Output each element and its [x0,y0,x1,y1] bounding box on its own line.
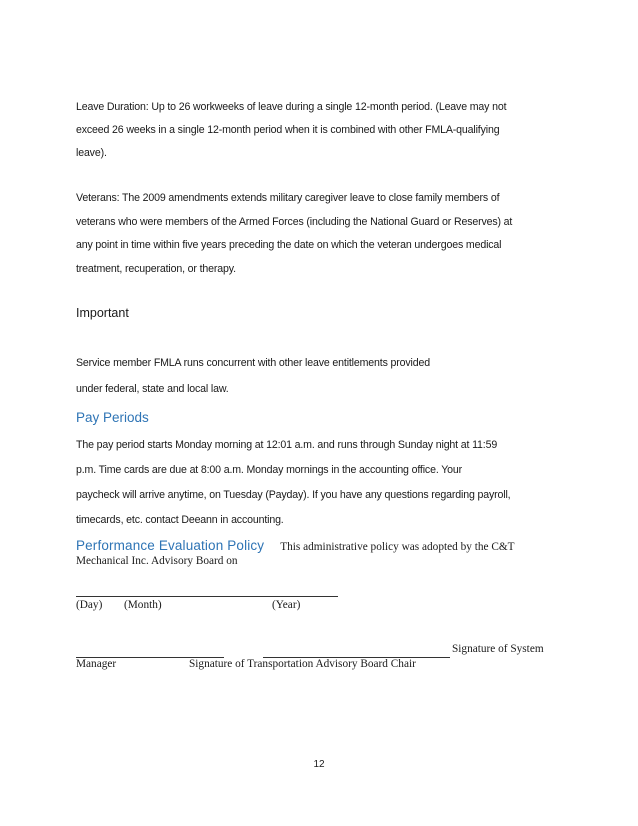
pay-periods-line: p.m. Time cards are due at 8:00 a.m. Monday mornings in the accounting office. Your [76,464,463,476]
performance-text-continued: Mechanical Inc. Advisory Board on [76,555,238,567]
veterans-line: Veterans: The 2009 amendments extends military caregiver leave to close family members of [76,192,500,204]
performance-row [76,537,515,555]
important-line: Service member FMLA runs concurrent with other leave entitlements provided [76,357,430,369]
leave-duration-paragraph [76,96,576,165]
pay-periods-line: The pay period starts Monday morning at 12:01 a.m. and runs through Sunday night at 11:59 [76,439,498,451]
system-manager-signature-label: Signature of System [452,643,544,655]
leave-duration-line: exceed 26 weeks in a single 12-month period when it is combined with other FMLA-qualifying [76,124,500,136]
pay-periods-line: paycheck will arrive anytime, on Tuesday (Payday). If you have any questions regarding payroll, [76,489,511,501]
month-label: (Month) [124,599,162,611]
advisory-chair-signature-label: Signature of Transportation Advisory Board Chair [189,658,416,670]
year-label: (Year) [272,599,301,611]
pay-periods-heading: Pay Periods [76,410,149,425]
performance-heading: Performance Evaluation Policy [76,538,265,553]
system-manager-label: Manager [76,658,117,670]
page-number: 12 [313,759,325,770]
pay-periods-line: timecards, etc. contact Deeann in accounting. [76,514,284,526]
date-signature-line [76,596,338,597]
pay-periods-paragraph [76,433,576,533]
important-heading: Important [76,306,129,320]
veterans-paragraph [76,187,576,281]
important-line: under federal, state and local law. [76,383,229,395]
veterans-line: any point in time within five years preceding the date on which the veteran undergoes medical [76,239,502,251]
veterans-line: veterans who were members of the Armed Forces (including the National Guard or Reserves) at [76,215,513,228]
leave-duration-line: leave). [76,147,107,159]
leave-duration-line: Leave Duration: Up to 26 workweeks of leave during a single 12-month period. (Leave may not [76,101,507,113]
important-paragraph [76,350,576,402]
performance-text: This administrative policy was adopted by the C&T [280,541,515,553]
day-label: (Day) [76,599,103,611]
veterans-line: treatment, recuperation, or therapy. [76,262,236,275]
